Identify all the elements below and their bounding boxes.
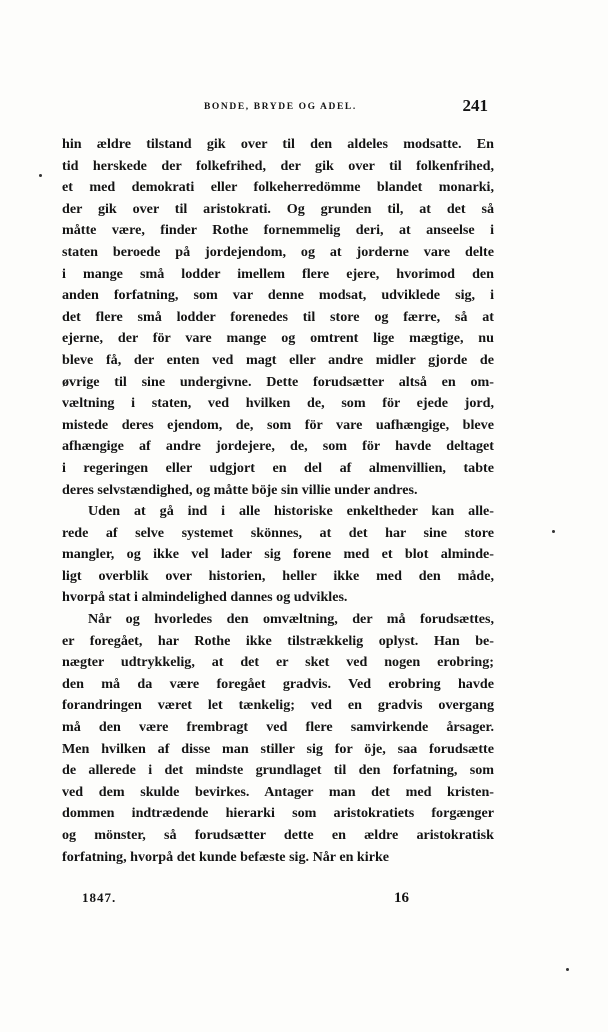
text-line: er foregået, har Rothe ikke tilstrækkelig oplyst. Han be- bbox=[62, 632, 494, 649]
text-line: rede af selve systemet skönnes, at det har sine store bbox=[62, 524, 494, 541]
text-line: hvorpå stat i almindelighed dannes og udvikles. bbox=[62, 589, 348, 606]
text-line: i mange små lodder imellem flere ejere, hvorimod den bbox=[62, 265, 494, 282]
text-line: forfatning, hvorpå det kunde befæste sig. Når en kirke bbox=[62, 848, 390, 865]
text-line: ligt overblik over historien, heller ikke med den måde, bbox=[62, 567, 494, 584]
page-footer bbox=[62, 890, 494, 914]
text-line: ved dem skulde bevirkes. Antager man det med kristen- bbox=[62, 783, 494, 800]
text-line: væltning i staten, ved hvilken de, som för ejede jord, bbox=[62, 395, 494, 412]
text-line: der gik over til aristokrati. Og grunden til, at det så bbox=[62, 200, 494, 217]
text-line: Men hvilken af disse man stiller sig for öje, saa forudsætte bbox=[62, 740, 494, 757]
text-line: og mönster, så forudsætter dette en ældre aristokratisk bbox=[62, 827, 494, 843]
ink-speck bbox=[566, 968, 569, 971]
text-line: den må da være foregået gradvis. Ved erobring havde bbox=[62, 675, 494, 692]
ink-speck bbox=[552, 530, 555, 533]
text-line: et med demokrati eller folkeherredömme blandet monarki, bbox=[62, 179, 494, 196]
text-line: i regeringen eller udgjort en del af almenvillien, tabte bbox=[62, 459, 494, 476]
text-line: må den være frembragt ved flere samvirkende årsager. bbox=[62, 719, 494, 736]
signature-mark: 16 bbox=[394, 890, 409, 906]
text-line: nægter udtrykkelig, at det er sket ved nogen erobring; bbox=[62, 654, 494, 671]
running-head bbox=[64, 96, 488, 120]
text-line: måtte være, finder Rothe fornemmelig deri, at anseelse i bbox=[62, 222, 494, 239]
footer-year: 1847. bbox=[82, 890, 117, 905]
text-line: de allerede i det mindste grundlaget til den forfatning, som bbox=[62, 762, 494, 779]
text-line: ejerne, der för vare mange og omtrent lige mægtige, nu bbox=[62, 330, 494, 347]
paragraph bbox=[62, 609, 494, 868]
text-line: deres selvstændighed, og måtte böje sin villie under andres. bbox=[62, 481, 418, 498]
text-line: staten beroede på jordejendom, og at jorderne vare delte bbox=[62, 243, 494, 260]
text-line: øvrige til sine undergivne. Dette forudsætter altså en om- bbox=[62, 373, 494, 390]
page-number: 241 bbox=[462, 96, 488, 115]
text-line: hin ældre tilstand gik over til den aldeles modsatte. En bbox=[62, 136, 494, 152]
text-line: det flere små lodder forenedes til store og færre, så at bbox=[62, 308, 494, 325]
paragraph bbox=[62, 134, 494, 501]
text-line: dommen indtrædende hierarki som aristokratiets forgænger bbox=[62, 805, 494, 822]
text-line: forandringen været let tænkelig; ved en gradvis overgang bbox=[62, 697, 494, 714]
running-title: BONDE, BRYDE OG ADEL. bbox=[204, 102, 357, 112]
text-line: bleve få, der enten ved magt eller andre midler gjorde de bbox=[62, 351, 494, 368]
text-line: anden forfatning, som var denne modsat, udviklede sig, i bbox=[62, 287, 494, 304]
ink-speck bbox=[39, 174, 42, 177]
text-line: afhængige af andre jordejere, de, som för havde deltaget bbox=[62, 438, 494, 455]
paragraph bbox=[62, 501, 494, 609]
text-line: mistede deres ejendom, de, som för vare uafhængige, bleve bbox=[62, 416, 494, 433]
text-line: mangler, og ikke vel lader sig forene med et blot alminde- bbox=[62, 546, 494, 563]
body-text bbox=[62, 134, 494, 868]
text-line: Når og hvorledes den omvæltning, der må forudsættes, bbox=[88, 611, 494, 628]
text-line: Uden at gå ind i alle historiske enkeltheder kan alle- bbox=[88, 503, 494, 520]
text-line: tid herskede der folkefrihed, der gik over til folkenfrihed, bbox=[62, 157, 494, 174]
